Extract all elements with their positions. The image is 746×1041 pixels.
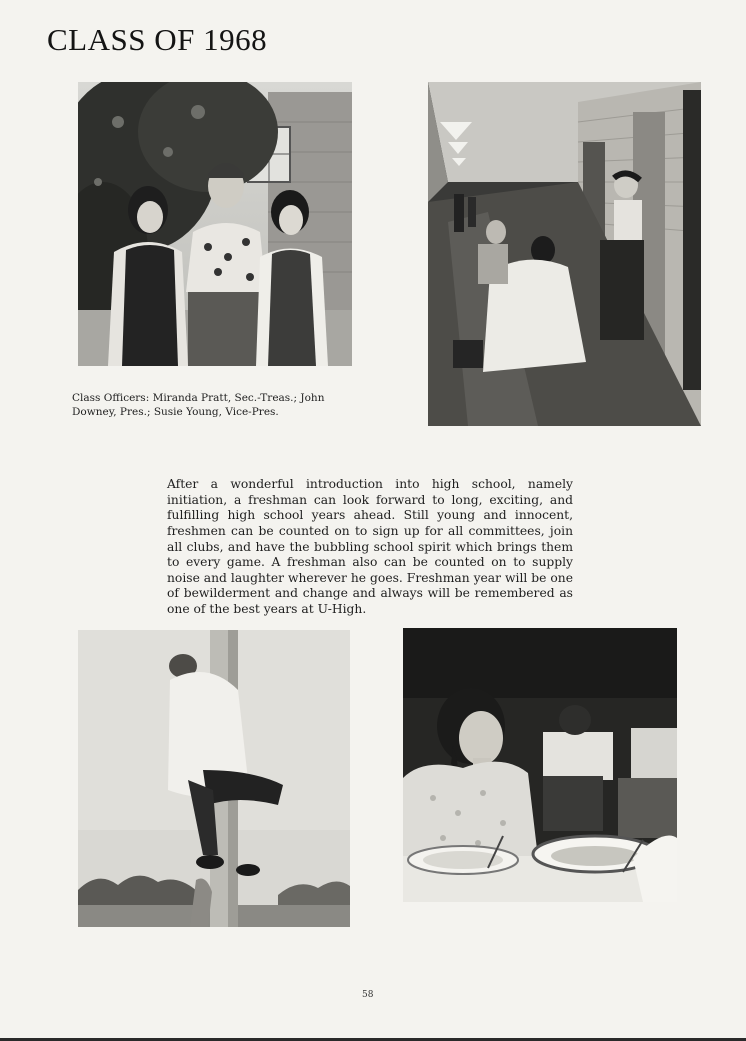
page-number: 58 xyxy=(362,990,374,1000)
class-officers-photo xyxy=(78,82,352,366)
dining-image xyxy=(403,628,677,902)
page-title: CLASS OF 1968 xyxy=(47,22,268,57)
pole-climbing-photo xyxy=(78,630,350,927)
class-officers-image xyxy=(78,82,352,366)
officers-caption: Class Officers: Miranda Pratt, Sec.-Treas.; John Downey, Pres.; Susie Young, Vice-Pres. xyxy=(72,392,325,418)
freshman-paragraph: After a wonderful introduction into high school, namely initiation, a freshman can look forward to long, exciting, and fulfilling high school years ahead. Still young and innocent, freshmen can be counted on to sign up for all committees, join all clubs, and have the bubbling school spirit which brings them to every game. A freshman also can be counted on to supply noise and laughter wherever he goes. Freshman year will be one of bewilderment and change and always will be remembered as one of the best years at U-High. xyxy=(167,477,573,617)
hallway-initiation-photo xyxy=(428,82,701,426)
pole-image xyxy=(78,630,350,927)
hallway-image xyxy=(428,82,701,426)
dining-photo xyxy=(403,628,677,902)
